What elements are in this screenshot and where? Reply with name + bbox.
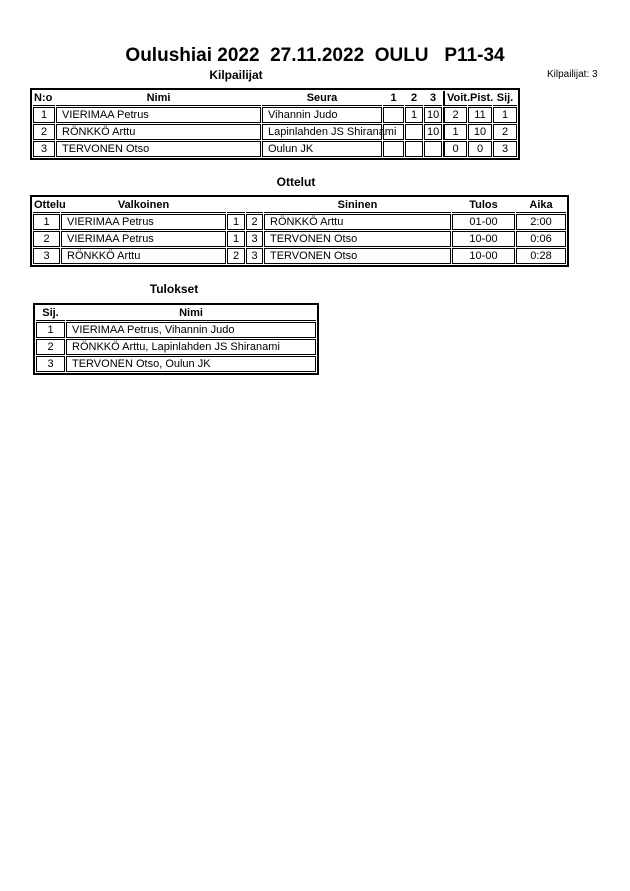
cell-name-club: RÖNKKÖ Arttu, Lapinlahden JS Shiranami <box>66 339 316 355</box>
cell-place: 2 <box>36 339 65 355</box>
cell-score-3: 10 <box>424 107 442 123</box>
table-row <box>33 107 517 123</box>
cell-no: 2 <box>33 124 55 140</box>
cell-result: 10-00 <box>452 231 515 247</box>
competitor-count-label: Kilpailijat: 3 <box>547 69 598 80</box>
col-header-points: Pist. <box>470 92 494 104</box>
cell-blue-name: TERVONEN Otso <box>264 248 451 264</box>
cell-score-1 <box>383 141 404 157</box>
cell-place: 1 <box>36 322 65 338</box>
col-header-blue-no <box>246 198 263 213</box>
cell-result: 10-00 <box>452 248 515 264</box>
table-row <box>36 356 316 372</box>
col-header-result: Tulos <box>452 198 515 213</box>
col-header-white: Valkoinen <box>61 198 226 213</box>
final-results-table <box>33 303 319 375</box>
cell-no: 1 <box>33 107 55 123</box>
page-title: Oulushiai 2022 27.11.2022 OULU P11-34 <box>125 45 505 66</box>
cell-no: 3 <box>33 141 55 157</box>
cell-score-2 <box>405 124 423 140</box>
table-row <box>33 248 566 264</box>
cell-white-name: VIERIMAA Petrus <box>61 214 226 230</box>
cell-score-3: 10 <box>424 124 442 140</box>
cell-time: 2:00 <box>516 214 566 230</box>
col-header-match: Ottelu <box>34 199 66 211</box>
cell-club: Lapinlahden JS Shiranami <box>262 124 382 140</box>
cell-time: 0:28 <box>516 248 566 264</box>
cell-name: TERVONEN Otso <box>56 141 261 157</box>
cell-blue-no: 2 <box>246 214 263 230</box>
results-section-label: Tulokset <box>149 282 199 296</box>
cell-wins: 0 <box>443 141 467 157</box>
table-row <box>36 322 316 338</box>
table-header-row <box>33 91 517 106</box>
matches-section-label: Ottelut <box>276 175 316 189</box>
col-header-time: Aika <box>516 198 566 213</box>
col-header-name: Nimi <box>66 306 316 321</box>
cell-club: Vihannin Judo <box>262 107 382 123</box>
cell-points: 10 <box>468 124 492 140</box>
cell-score-2 <box>405 141 423 157</box>
cell-match-no: 3 <box>33 248 60 264</box>
table-row <box>33 141 517 157</box>
col-header-place: Sij. <box>493 91 517 106</box>
cell-result: 01-00 <box>452 214 515 230</box>
cell-blue-no: 3 <box>246 248 263 264</box>
col-header-name: Nimi <box>56 91 261 106</box>
cell-name: VIERIMAA Petrus <box>56 107 261 123</box>
col-header-wins: Voit. <box>443 91 467 106</box>
cell-name: RÖNKKÖ Arttu <box>56 124 261 140</box>
table-row <box>33 124 517 140</box>
cell-points: 11 <box>468 107 492 123</box>
table-row <box>36 339 316 355</box>
cell-place: 2 <box>493 124 517 140</box>
col-header-place: Sij. <box>36 306 65 321</box>
cell-place: 3 <box>493 141 517 157</box>
col-header-no: N:o <box>33 91 55 106</box>
col-header-blue: Sininen <box>264 198 451 213</box>
cell-match-no: 2 <box>33 231 60 247</box>
cell-white-no: 1 <box>227 231 245 247</box>
matches-table <box>30 195 569 267</box>
col-header-2: 2 <box>405 91 423 106</box>
cell-white-name: RÖNKKÖ Arttu <box>61 248 226 264</box>
cell-points: 0 <box>468 141 492 157</box>
cell-club: Oulun JK <box>262 141 382 157</box>
col-header-club: Seura <box>262 91 382 106</box>
cell-white-no: 2 <box>227 248 245 264</box>
cell-wins: 1 <box>443 124 467 140</box>
col-header-white-no <box>227 198 245 213</box>
table-row <box>33 231 566 247</box>
cell-white-name: VIERIMAA Petrus <box>61 231 226 247</box>
cell-blue-no: 3 <box>246 231 263 247</box>
col-header-1: 1 <box>383 91 404 106</box>
cell-score-2: 1 <box>405 107 423 123</box>
cell-white-no: 1 <box>227 214 245 230</box>
table-row <box>33 214 566 230</box>
table-header-row <box>36 306 316 321</box>
cell-score-3 <box>424 141 442 157</box>
cell-place: 1 <box>493 107 517 123</box>
competitors-table <box>30 88 520 160</box>
cell-name-club: TERVONEN Otso, Oulun JK <box>66 356 316 372</box>
cell-place: 3 <box>36 356 65 372</box>
col-header-3: 3 <box>424 91 442 106</box>
cell-score-1 <box>383 107 404 123</box>
competitors-section-label: Kilpailijat <box>209 68 263 82</box>
cell-blue-name: RÖNKKÖ Arttu <box>264 214 451 230</box>
table-header-row <box>33 198 566 213</box>
cell-wins: 2 <box>443 107 467 123</box>
cell-name-club: VIERIMAA Petrus, Vihannin Judo <box>66 322 316 338</box>
cell-blue-name: TERVONEN Otso <box>264 231 451 247</box>
cell-time: 0:06 <box>516 231 566 247</box>
cell-match-no: 1 <box>33 214 60 230</box>
